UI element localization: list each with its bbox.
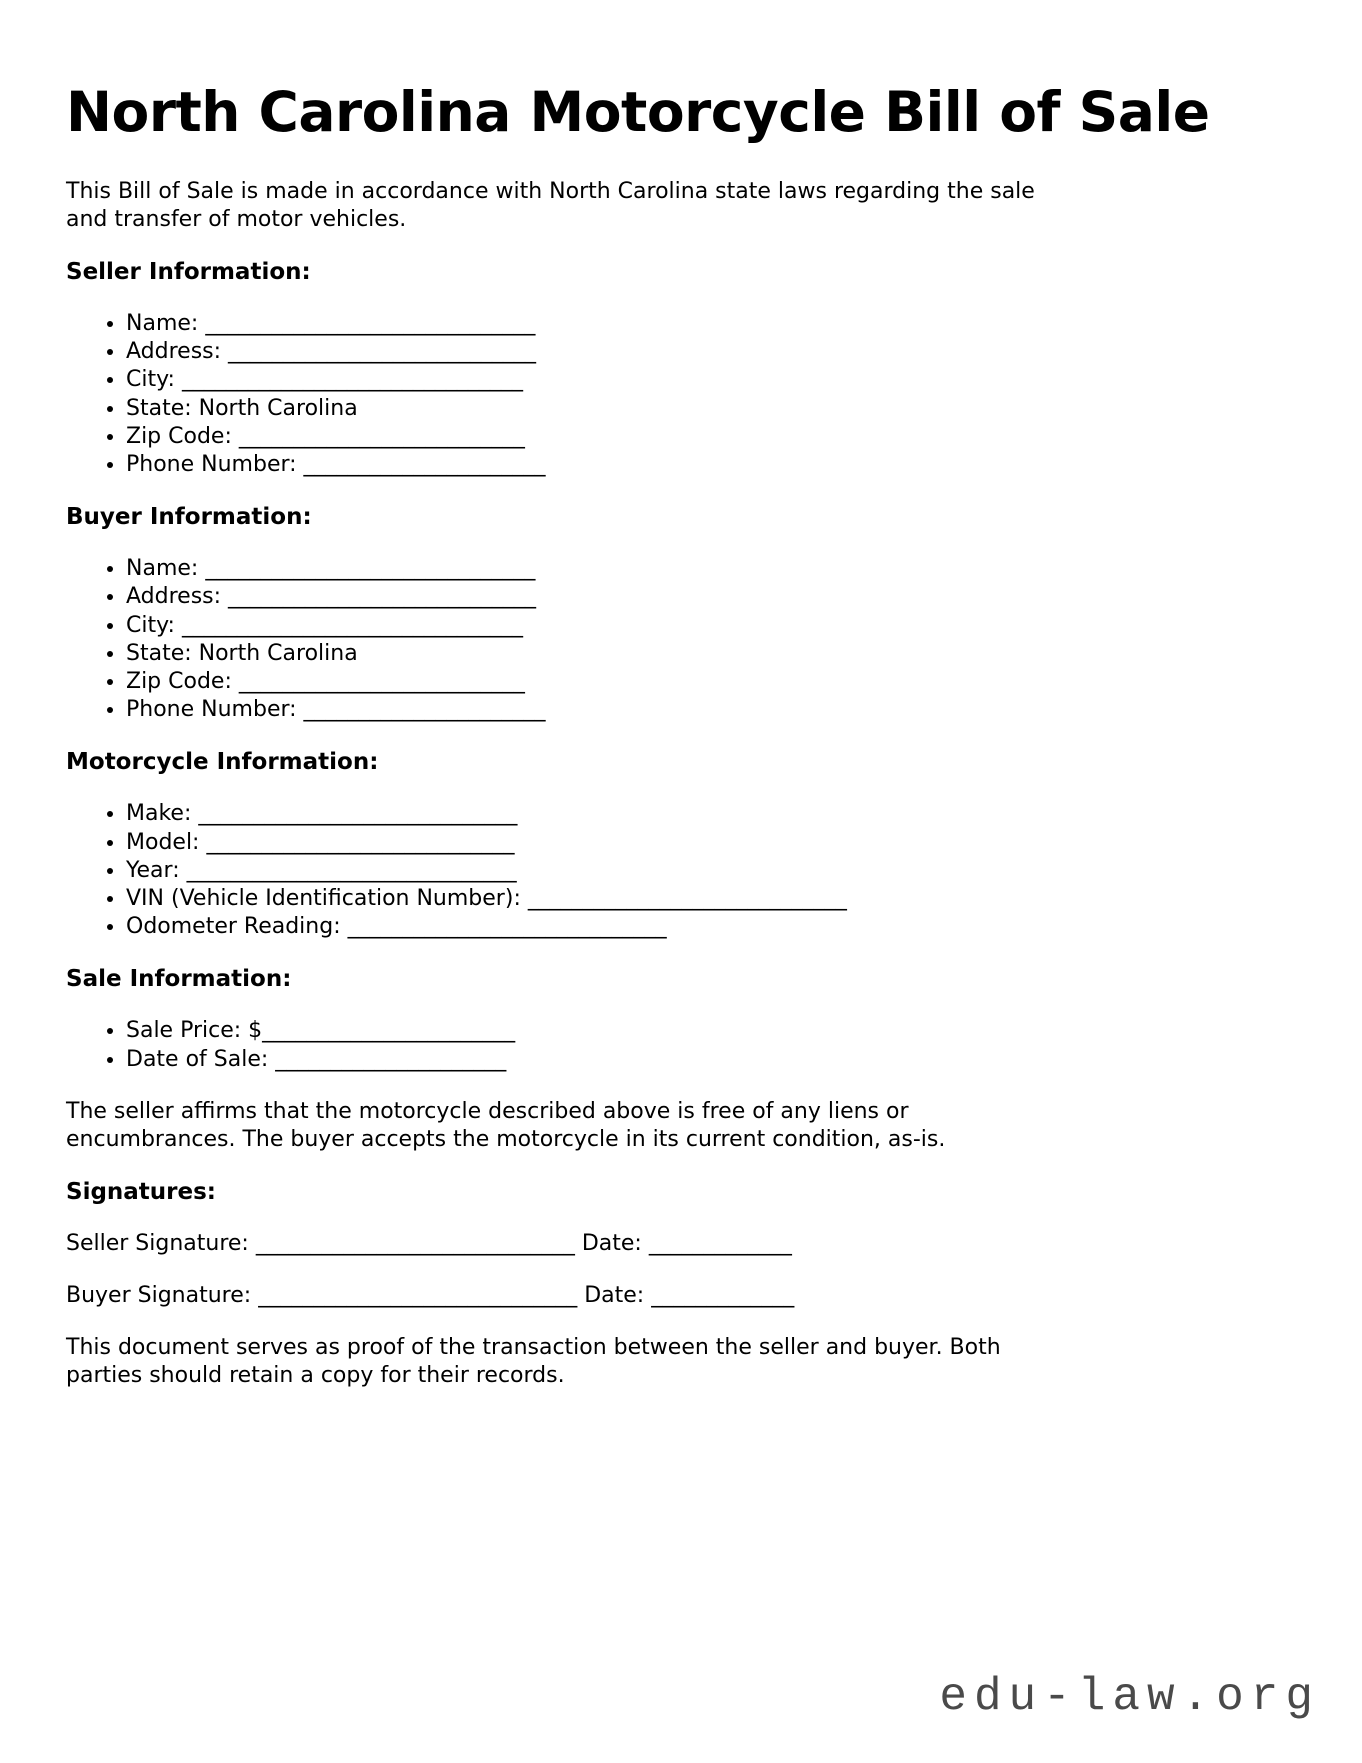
buyer-info-list xyxy=(66,555,1296,724)
seller-signature-row xyxy=(66,1230,1296,1258)
buyer-state-row xyxy=(126,640,1296,668)
closing-paragraph xyxy=(66,1334,1296,1390)
motorcycle-vin-blank[interactable]: _____________________________ xyxy=(527,886,847,912)
closing-line: This document serves as proof of the transaction between the seller and buyer. Both xyxy=(66,1334,1001,1360)
seller-phone-label: Phone Number: xyxy=(126,452,297,478)
motorcycle-info-heading: Motorcycle Information: xyxy=(66,749,379,776)
intro-line: and transfer of motor vehicles. xyxy=(66,207,407,232)
motorcycle-year-row xyxy=(126,857,1296,885)
buyer-info-heading: Buyer Information: xyxy=(66,504,312,531)
motorcycle-model-label: Model: xyxy=(126,829,200,855)
buyer-address-row xyxy=(126,583,1296,611)
motorcycle-make-label: Make: xyxy=(126,801,192,827)
seller-address-row xyxy=(126,338,1296,366)
buyer-signature-row xyxy=(66,1282,1296,1310)
motorcycle-model-row xyxy=(126,829,1296,857)
seller-info-list xyxy=(66,310,1296,479)
seller-address-blank[interactable]: ____________________________ xyxy=(228,339,537,365)
seller-zip-label: Zip Code: xyxy=(126,423,232,449)
buyer-signature-date-blank[interactable]: _____________ xyxy=(651,1282,795,1308)
buyer-address-label: Address: xyxy=(126,584,222,610)
seller-name-blank[interactable]: ______________________________ xyxy=(205,311,536,336)
seller-state-label: State: North Carolina xyxy=(126,395,358,421)
motorcycle-make-blank[interactable]: _____________________________ xyxy=(198,801,518,827)
sale-price-label: Sale Price: $ xyxy=(126,1018,263,1044)
seller-address-label: Address: xyxy=(126,339,222,365)
motorcycle-odometer-row xyxy=(126,913,1296,941)
buyer-zip-label: Zip Code: xyxy=(126,669,232,695)
sale-info-heading: Sale Information: xyxy=(66,966,292,993)
buyer-phone-blank[interactable]: ______________________ xyxy=(303,697,546,723)
seller-phone-row xyxy=(126,451,1296,479)
closing-line: parties should retain a copy for their records. xyxy=(66,1362,565,1388)
motorcycle-year-blank[interactable]: ______________________________ xyxy=(186,857,517,883)
seller-name-row xyxy=(126,310,1296,338)
motorcycle-vin-label: VIN (Vehicle Identification Number): xyxy=(126,886,521,912)
buyer-name-label: Name: xyxy=(126,556,199,582)
intro-paragraph xyxy=(66,178,1296,234)
seller-signature-label: Seller Signature: xyxy=(66,1230,249,1256)
motorcycle-vin-row xyxy=(126,885,1296,913)
buyer-phone-label: Phone Number: xyxy=(126,697,297,723)
motorcycle-model-blank[interactable]: ____________________________ xyxy=(206,829,515,855)
sale-date-label: Date of Sale: xyxy=(126,1046,269,1072)
buyer-zip-row xyxy=(126,668,1296,696)
seller-state-row xyxy=(126,395,1296,423)
motorcycle-info-list xyxy=(66,800,1296,941)
seller-city-blank[interactable]: _______________________________ xyxy=(181,367,523,393)
buyer-city-blank[interactable]: _______________________________ xyxy=(181,612,523,638)
buyer-phone-row xyxy=(126,696,1296,724)
buyer-city-row xyxy=(126,612,1296,640)
buyer-address-blank[interactable]: ____________________________ xyxy=(228,584,537,610)
buyer-state-label: State: North Carolina xyxy=(126,640,358,666)
buyer-name-blank[interactable]: ______________________________ xyxy=(205,556,536,582)
intro-line: This Bill of Sale is made in accordance with North Carolina state laws regarding the sale xyxy=(66,179,1035,204)
seller-phone-blank[interactable]: ______________________ xyxy=(303,452,546,478)
motorcycle-odometer-label: Odometer Reading: xyxy=(126,914,341,940)
buyer-zip-blank[interactable]: __________________________ xyxy=(238,669,525,695)
sale-price-row xyxy=(126,1017,1296,1045)
buyer-signature-blank[interactable]: _____________________________ xyxy=(258,1282,578,1308)
seller-signature-blank[interactable]: _____________________________ xyxy=(255,1230,575,1256)
seller-zip-row xyxy=(126,423,1296,451)
motorcycle-year-label: Year: xyxy=(126,857,180,883)
sale-date-row xyxy=(126,1046,1296,1074)
buyer-signature-date-label: Date: xyxy=(584,1282,645,1308)
motorcycle-make-row xyxy=(126,800,1296,828)
buyer-name-row xyxy=(126,555,1296,583)
motorcycle-odometer-blank[interactable]: _____________________________ xyxy=(347,914,667,940)
affirmation-line: The seller affirms that the motorcycle described above is free of any liens or xyxy=(66,1098,909,1124)
signatures-heading: Signatures: xyxy=(66,1178,217,1205)
buyer-city-label: City: xyxy=(126,612,175,638)
document-title: North Carolina Motorcycle Bill of Sale xyxy=(66,80,1210,144)
sale-date-blank[interactable]: _____________________ xyxy=(275,1046,507,1072)
seller-city-label: City: xyxy=(126,367,175,393)
sale-price-blank[interactable]: _______________________ xyxy=(262,1018,516,1044)
seller-city-row xyxy=(126,366,1296,394)
seller-zip-blank[interactable]: __________________________ xyxy=(238,423,525,449)
seller-name-label: Name: xyxy=(126,311,199,336)
affirmation-paragraph xyxy=(66,1098,1296,1154)
buyer-signature-label: Buyer Signature: xyxy=(66,1282,252,1308)
seller-signature-date-blank[interactable]: _____________ xyxy=(648,1230,792,1256)
sale-info-list xyxy=(66,1017,1296,1073)
affirmation-line: encumbrances. The buyer accepts the motorcycle in its current condition, as-is. xyxy=(66,1126,946,1152)
seller-info-heading: Seller Information: xyxy=(66,259,311,285)
site-watermark: edu-law.org xyxy=(939,1671,1320,1723)
seller-signature-date-label: Date: xyxy=(581,1230,642,1256)
